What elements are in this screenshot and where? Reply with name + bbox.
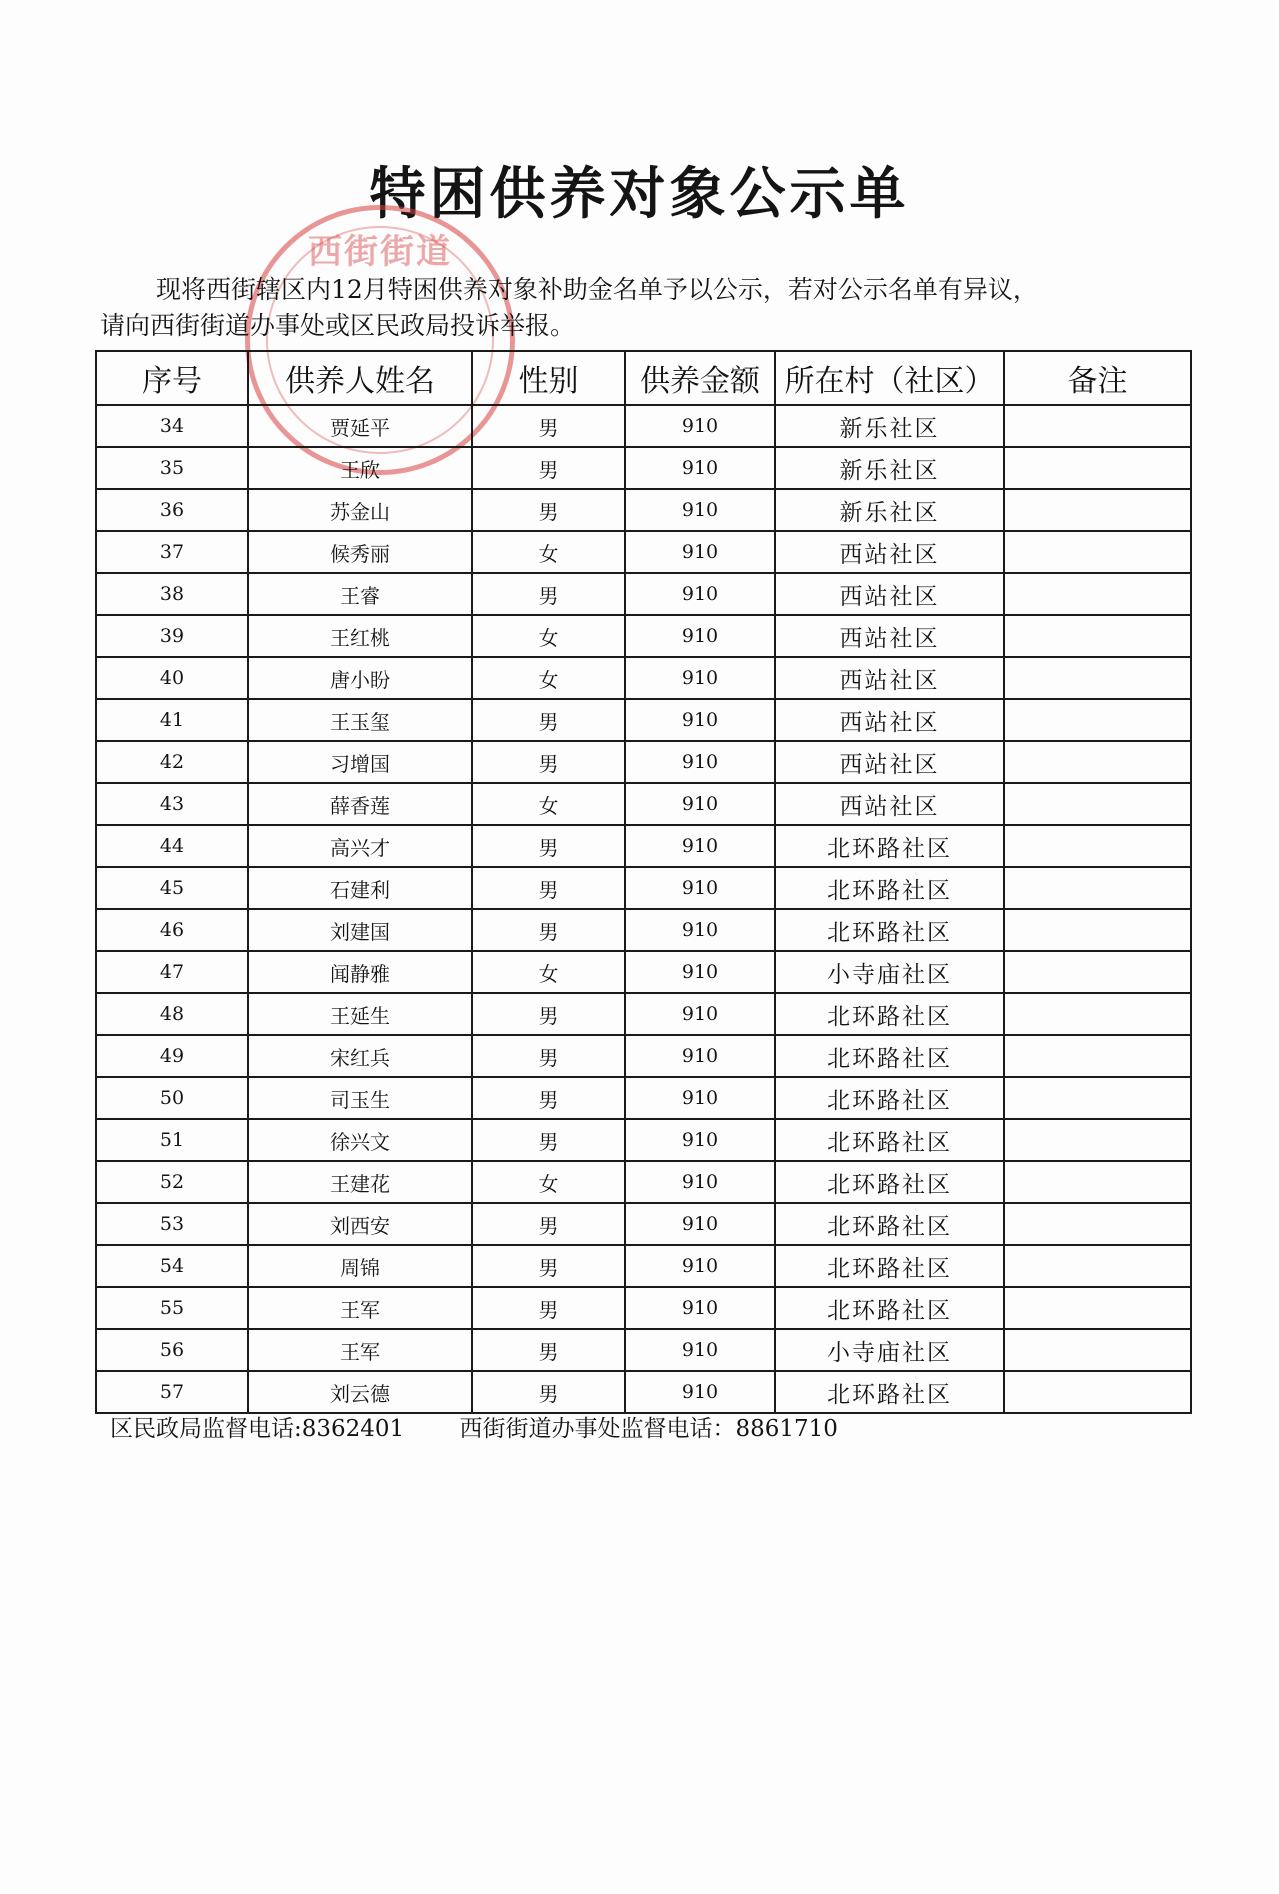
table-row: [96, 489, 1191, 531]
cell-gender: 女: [472, 657, 625, 699]
cell-gender: 男: [472, 1371, 625, 1413]
document-title: 特困供养对象公示单: [369, 161, 910, 227]
cell-gender: 女: [472, 531, 625, 573]
cell-remarks: [1004, 825, 1191, 867]
cell-amount: 910: [625, 1035, 775, 1077]
cell-serial: 51: [96, 1119, 248, 1161]
cell-name: 司玉生: [248, 1077, 472, 1119]
cell-amount: 910: [625, 405, 775, 447]
cell-amount: 910: [625, 951, 775, 993]
cell-amount: 910: [625, 1203, 775, 1245]
table-row: [96, 1371, 1191, 1413]
cell-amount: 910: [625, 699, 775, 741]
cell-community: 小寺庙社区: [775, 951, 1004, 993]
cell-name: 王建花: [248, 1161, 472, 1203]
table-row: [96, 699, 1191, 741]
cell-amount: 910: [625, 1245, 775, 1287]
cell-amount: 910: [625, 867, 775, 909]
cell-remarks: [1004, 1161, 1191, 1203]
cell-gender: 男: [472, 1287, 625, 1329]
cell-name: 石建利: [248, 867, 472, 909]
cell-community: 小寺庙社区: [775, 1329, 1004, 1371]
table-row: [96, 909, 1191, 951]
cell-gender: 男: [472, 909, 625, 951]
cell-gender: 男: [472, 741, 625, 783]
cell-remarks: [1004, 531, 1191, 573]
cell-serial: 48: [96, 993, 248, 1035]
cell-amount: 910: [625, 741, 775, 783]
cell-amount: 910: [625, 1161, 775, 1203]
cell-gender: 女: [472, 783, 625, 825]
cell-gender: 女: [472, 615, 625, 657]
cell-community: 北环路社区: [775, 825, 1004, 867]
cell-gender: 男: [472, 1077, 625, 1119]
cell-serial: 34: [96, 405, 248, 447]
cell-name: 王欣: [248, 447, 472, 489]
table-row: [96, 1203, 1191, 1245]
cell-gender: 男: [472, 1035, 625, 1077]
cell-name: 唐小盼: [248, 657, 472, 699]
header-gender: 性别: [472, 351, 625, 405]
cell-serial: 54: [96, 1245, 248, 1287]
header-remarks: 备注: [1004, 351, 1191, 405]
cell-community: 西站社区: [775, 699, 1004, 741]
cell-amount: 910: [625, 447, 775, 489]
cell-remarks: [1004, 1203, 1191, 1245]
cell-serial: 37: [96, 531, 248, 573]
table-row: [96, 1119, 1191, 1161]
cell-community: 新乐社区: [775, 447, 1004, 489]
cell-serial: 56: [96, 1329, 248, 1371]
cell-gender: 男: [472, 1329, 625, 1371]
table-row: [96, 741, 1191, 783]
cell-name: 习增国: [248, 741, 472, 783]
cell-name: 宋红兵: [248, 1035, 472, 1077]
cell-serial: 55: [96, 1287, 248, 1329]
cell-community: 西站社区: [775, 573, 1004, 615]
cell-community: 北环路社区: [775, 867, 1004, 909]
cell-remarks: [1004, 867, 1191, 909]
cell-amount: 910: [625, 993, 775, 1035]
cell-community: 北环路社区: [775, 909, 1004, 951]
cell-serial: 40: [96, 657, 248, 699]
cell-name: 苏金山: [248, 489, 472, 531]
cell-amount: 910: [625, 909, 775, 951]
cell-amount: 910: [625, 825, 775, 867]
cell-amount: 910: [625, 573, 775, 615]
cell-amount: 910: [625, 615, 775, 657]
table-row: [96, 1329, 1191, 1371]
cell-remarks: [1004, 405, 1191, 447]
district-phone: 区民政局监督电话:8362401: [110, 1416, 405, 1442]
cell-amount: 910: [625, 1077, 775, 1119]
cell-name: 高兴才: [248, 825, 472, 867]
cell-serial: 46: [96, 909, 248, 951]
cell-name: 王睿: [248, 573, 472, 615]
cell-gender: 男: [472, 405, 625, 447]
cell-remarks: [1004, 657, 1191, 699]
cell-remarks: [1004, 1329, 1191, 1371]
cell-remarks: [1004, 1119, 1191, 1161]
cell-remarks: [1004, 1077, 1191, 1119]
cell-name: 刘西安: [248, 1203, 472, 1245]
cell-name: 王延生: [248, 993, 472, 1035]
footer-contacts: [110, 1410, 838, 1443]
cell-serial: 35: [96, 447, 248, 489]
cell-amount: 910: [625, 657, 775, 699]
cell-name: 薛香莲: [248, 783, 472, 825]
table-row: [96, 783, 1191, 825]
cell-serial: 52: [96, 1161, 248, 1203]
cell-gender: 女: [472, 1161, 625, 1203]
cell-name: 王军: [248, 1287, 472, 1329]
cell-amount: 910: [625, 531, 775, 573]
table-row: [96, 531, 1191, 573]
cell-serial: 41: [96, 699, 248, 741]
table-row: [96, 657, 1191, 699]
table-row: [96, 405, 1191, 447]
cell-name: 刘云德: [248, 1371, 472, 1413]
cell-remarks: [1004, 993, 1191, 1035]
table-row: [96, 867, 1191, 909]
table-row: [96, 1287, 1191, 1329]
cell-serial: 50: [96, 1077, 248, 1119]
cell-serial: 49: [96, 1035, 248, 1077]
cell-gender: 男: [472, 1245, 625, 1287]
cell-name: 王红桃: [248, 615, 472, 657]
table-row: [96, 447, 1191, 489]
cell-remarks: [1004, 1371, 1191, 1413]
cell-amount: 910: [625, 1287, 775, 1329]
table-row: [96, 993, 1191, 1035]
recipient-table: [95, 350, 1192, 1414]
cell-remarks: [1004, 909, 1191, 951]
table-row: [96, 573, 1191, 615]
cell-remarks: [1004, 447, 1191, 489]
cell-serial: 47: [96, 951, 248, 993]
table-row: [96, 1077, 1191, 1119]
seal-text: 西街街道: [308, 232, 452, 272]
cell-name: 王军: [248, 1329, 472, 1371]
cell-amount: 910: [625, 1119, 775, 1161]
cell-name: 刘建国: [248, 909, 472, 951]
cell-serial: 53: [96, 1203, 248, 1245]
cell-community: 西站社区: [775, 657, 1004, 699]
cell-remarks: [1004, 951, 1191, 993]
header-name: 供养人姓名: [248, 351, 472, 405]
cell-gender: 男: [472, 867, 625, 909]
cell-remarks: [1004, 489, 1191, 531]
cell-amount: 910: [625, 1371, 775, 1413]
cell-gender: 男: [472, 573, 625, 615]
cell-community: 北环路社区: [775, 1161, 1004, 1203]
cell-name: 徐兴文: [248, 1119, 472, 1161]
cell-remarks: [1004, 1035, 1191, 1077]
cell-name: 闻静雅: [248, 951, 472, 993]
cell-community: 北环路社区: [775, 1287, 1004, 1329]
cell-community: 西站社区: [775, 615, 1004, 657]
cell-community: 西站社区: [775, 783, 1004, 825]
cell-community: 北环路社区: [775, 1077, 1004, 1119]
table-row: [96, 615, 1191, 657]
cell-serial: 39: [96, 615, 248, 657]
cell-serial: 45: [96, 867, 248, 909]
cell-gender: 男: [472, 447, 625, 489]
cell-name: 王玉玺: [248, 699, 472, 741]
cell-gender: 男: [472, 1203, 625, 1245]
cell-name: 贾延平: [248, 405, 472, 447]
cell-serial: 44: [96, 825, 248, 867]
header-serial: 序号: [96, 351, 248, 405]
table-row: [96, 1245, 1191, 1287]
cell-serial: 38: [96, 573, 248, 615]
cell-community: 北环路社区: [775, 1119, 1004, 1161]
cell-community: 北环路社区: [775, 993, 1004, 1035]
table-row: [96, 1035, 1191, 1077]
cell-community: 北环路社区: [775, 1035, 1004, 1077]
cell-serial: 57: [96, 1371, 248, 1413]
header-amount: 供养金额: [625, 351, 775, 405]
intro-line-1: 现将西街辖区内12月特困供养对象补助金名单予以公示，若对公示名单有异议，: [156, 275, 1038, 304]
table-row: [96, 1161, 1191, 1203]
cell-gender: 男: [472, 489, 625, 531]
cell-remarks: [1004, 741, 1191, 783]
cell-serial: 36: [96, 489, 248, 531]
street-office-phone: 西街街道办事处监督电话：8861710: [459, 1416, 838, 1442]
cell-community: 北环路社区: [775, 1245, 1004, 1287]
cell-serial: 43: [96, 783, 248, 825]
cell-gender: 男: [472, 699, 625, 741]
intro-paragraph: [100, 272, 1190, 344]
cell-amount: 910: [625, 489, 775, 531]
table-row: [96, 825, 1191, 867]
cell-gender: 男: [472, 825, 625, 867]
cell-name: 周锦: [248, 1245, 472, 1287]
cell-remarks: [1004, 573, 1191, 615]
table-row: [96, 951, 1191, 993]
cell-community: 新乐社区: [775, 405, 1004, 447]
cell-community: 西站社区: [775, 741, 1004, 783]
intro-line-2: 请向西街街道办事处或区民政局投诉举报。: [100, 311, 576, 340]
cell-community: 西站社区: [775, 531, 1004, 573]
cell-gender: 女: [472, 951, 625, 993]
cell-community: 北环路社区: [775, 1203, 1004, 1245]
cell-remarks: [1004, 699, 1191, 741]
cell-gender: 男: [472, 993, 625, 1035]
cell-amount: 910: [625, 783, 775, 825]
cell-gender: 男: [472, 1119, 625, 1161]
cell-remarks: [1004, 615, 1191, 657]
cell-community: 新乐社区: [775, 489, 1004, 531]
cell-serial: 42: [96, 741, 248, 783]
table-body: [96, 405, 1191, 1413]
cell-amount: 910: [625, 1329, 775, 1371]
cell-remarks: [1004, 783, 1191, 825]
cell-remarks: [1004, 1287, 1191, 1329]
cell-community: 北环路社区: [775, 1371, 1004, 1413]
table-header-row: [96, 351, 1191, 405]
header-community: 所在村（社区）: [775, 351, 1004, 405]
cell-remarks: [1004, 1245, 1191, 1287]
cell-name: 候秀丽: [248, 531, 472, 573]
